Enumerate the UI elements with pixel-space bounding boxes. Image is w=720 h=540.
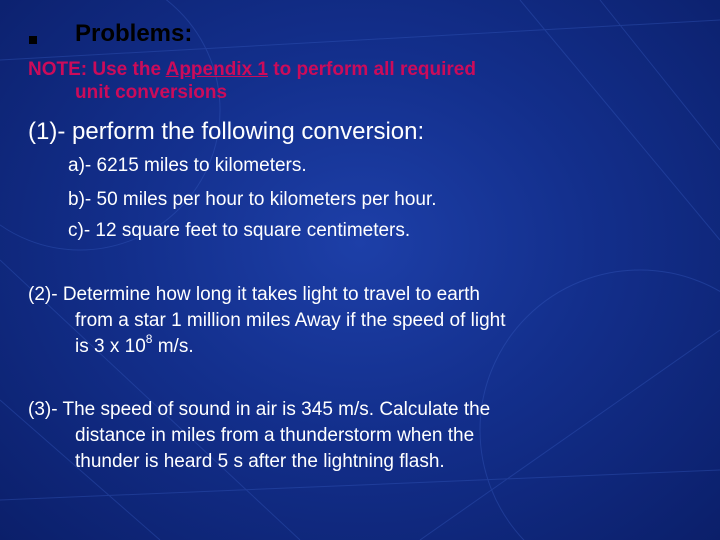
question-3 [28,397,668,475]
bullet-square-icon [29,36,37,44]
question-2-line3 [28,331,668,360]
question-2 [28,282,668,360]
question-1-heading: (1)- perform the following conversion: [28,118,425,145]
slide-title: Problems: [75,20,193,47]
appendix-link[interactable]: Appendix 1 [165,59,268,80]
question-2-exponent: 8 [145,331,153,346]
question-1-item-c: c)- 12 square feet to square centimeters. [68,220,411,241]
question-1-item-b: b)- 50 miles per hour to kilometers per hour. [68,189,437,210]
question-2-line3-pre: is 3 x 10 [75,336,146,357]
note [28,58,668,104]
question-2-line2: from a star 1 million miles Away if the speed of light [75,310,506,331]
question-1-item-a: a)- 6215 miles to kilometers. [68,155,307,176]
note-suffix: to perform all required [268,59,476,80]
question-2-line3-post: m/s. [152,336,194,357]
question-3-line2: distance in miles from a thunderstorm when the [75,425,475,446]
question-3-line1: (3)- The speed of sound in air is 345 m/s. Calculate the [28,399,491,420]
note-line2: unit conversions [75,82,228,103]
note-prefix: NOTE: Use the [28,59,166,80]
question-3-line3: thunder is heard 5 s after the lightning flash. [75,451,445,472]
question-2-line1: (2)- Determine how long it takes light to travel to earth [28,284,480,305]
